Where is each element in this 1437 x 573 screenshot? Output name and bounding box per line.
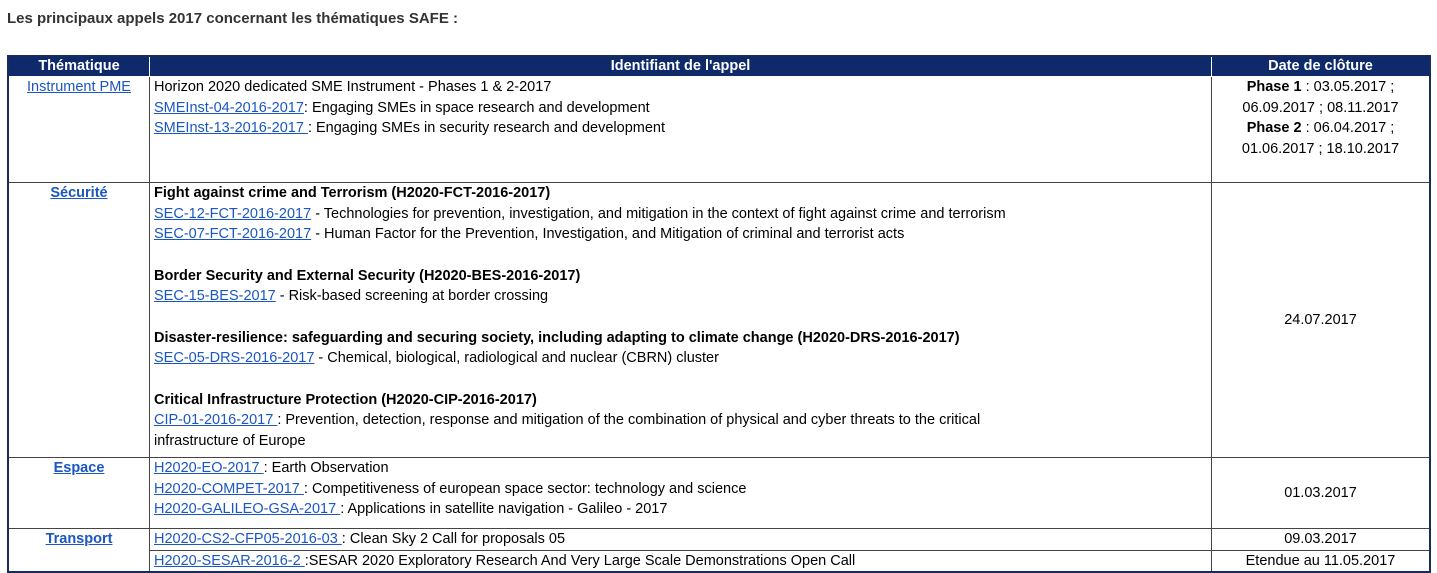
group-title-bes: Border Security and External Security (H2020-BES-2016-2017) [154, 267, 581, 284]
call-desc: : Engaging SMEs in space research and development [303, 99, 650, 116]
call-desc: : Competitiveness of european space sector: technology and science [303, 480, 747, 497]
call-link-smeinst-04[interactable]: SMEInst-04-2016-2017 [154, 99, 304, 116]
theme-cell-pme [8, 77, 150, 183]
call-link-cip-01[interactable]: CIP-01-2016-2017 [154, 412, 278, 428]
table-row-pme [8, 77, 1430, 183]
group-title-fct: Fight against crime and Terrorism (H2020-FCT-2016-2017) [154, 185, 551, 201]
call-desc: : Engaging SMEs in security research and development [307, 120, 666, 136]
group-title-drs: Disaster-resilience: safeguarding and securing society, including adapting to climate change (H2020-DRS-2016-2017) [154, 329, 960, 346]
call-desc: : Clean Sky 2 Call for proposals 05 [341, 531, 566, 547]
call-desc: : Applications in satellite navigation - Galileo - 2017 [340, 501, 668, 517]
spacer [154, 307, 1207, 328]
theme-link-instrument-pme[interactable]: Instrument PME [27, 79, 131, 95]
call-line [154, 286, 1207, 307]
date-cell-securite: 24.07.2017 [1212, 183, 1431, 458]
call-line [154, 204, 1207, 225]
call-link-h2020-sesar[interactable]: H2020-SESAR-2016-2 [154, 552, 305, 569]
call-line [154, 479, 1207, 500]
phase2-dates: : 06.04.2017 ; [1301, 120, 1395, 136]
date-cell-transport-1: 09.03.2017 [1212, 529, 1431, 551]
date-cell-transport-2: Etendue au 11.05.2017 [1212, 550, 1431, 572]
calls-cell-securite [150, 183, 1212, 458]
header-date: Date de clôture [1212, 56, 1431, 77]
header-theme: Thématique [8, 56, 150, 77]
table-row-transport-1 [8, 529, 1430, 551]
phase1-line [1216, 77, 1425, 98]
call-desc: :SESAR 2020 Exploratory Research And Very Large Scale Demonstrations Open Call [304, 552, 856, 569]
call-desc-cont: infrastructure of Europe [154, 432, 306, 449]
call-link-h2020-galileo[interactable]: H2020-GALILEO-GSA-2017 [154, 501, 341, 517]
call-link-h2020-eo[interactable]: H2020-EO-2017 [154, 460, 264, 476]
call-desc: - Chemical, biological, radiological and nuclear (CBRN) cluster [314, 350, 719, 366]
call-link-smeinst-13[interactable]: SMEInst-13-2016-2017 [154, 120, 308, 136]
header-call: Identifiant de l'appel [150, 56, 1212, 77]
theme-cell-securite [8, 183, 150, 458]
page-intro: Les principaux appels 2017 concernant les thématiques SAFE : [7, 10, 458, 27]
call-desc: - Human Factor for the Prevention, Investigation, and Mitigation of criminal and terrorist acts [311, 226, 905, 242]
call-desc: - Technologies for prevention, investigation, and mitigation in the context of fight against crime and terrorism [311, 205, 1006, 222]
calls-table [7, 55, 1431, 573]
theme-cell-transport [8, 529, 150, 573]
table-row-transport-2 [8, 550, 1430, 572]
phase2-label: Phase 2 [1246, 120, 1302, 136]
call-link-sec-15-bes[interactable]: SEC-15-BES-2017 [154, 288, 276, 304]
date-cell-espace: 01.03.2017 [1212, 458, 1431, 529]
call-desc: : Earth Observation [263, 460, 389, 476]
phase1-dates: : 03.05.2017 ; [1301, 79, 1395, 95]
call-desc: - Risk-based screening at border crossing [275, 288, 549, 304]
table-row-espace [8, 458, 1430, 529]
theme-link-transport[interactable]: Transport [45, 531, 113, 547]
spacer [154, 369, 1207, 390]
table-row-securite [8, 183, 1430, 458]
group-title-cip: Critical Infrastructure Protection (H2020-CIP-2016-2017) [154, 391, 537, 408]
phase2-dates-cont: 01.06.2017 ; 18.10.2017 [1241, 140, 1400, 157]
calls-cell-transport-1 [150, 529, 1212, 551]
phase1-label: Phase 1 [1246, 79, 1302, 95]
call-line [154, 348, 1207, 369]
pme-intro-line: Horizon 2020 dedicated SME Instrument - Phases 1 & 2-2017 [154, 79, 552, 95]
call-line [154, 499, 1207, 520]
table-header-row [8, 56, 1430, 77]
call-line [154, 118, 1207, 139]
theme-cell-espace [8, 458, 150, 529]
call-line [154, 224, 1207, 245]
calls-cell-transport-2 [150, 550, 1212, 572]
theme-link-securite[interactable]: Sécurité [50, 185, 108, 201]
spacer [154, 245, 1207, 266]
date-cell-pme [1212, 77, 1431, 183]
call-desc: : Prevention, detection, response and mitigation of the combination of physical and cyber threats to the critical [277, 412, 981, 428]
call-link-h2020-cs2[interactable]: H2020-CS2-CFP05-2016-03 [154, 531, 342, 547]
calls-cell-espace [150, 458, 1212, 529]
call-link-sec-05-drs[interactable]: SEC-05-DRS-2016-2017 [154, 350, 315, 366]
phase1-dates-cont: 06.09.2017 ; 08.11.2017 [1242, 99, 1399, 116]
call-line [154, 98, 1207, 119]
call-link-sec-07-fct[interactable]: SEC-07-FCT-2016-2017 [154, 226, 312, 242]
call-link-sec-12-fct[interactable]: SEC-12-FCT-2016-2017 [154, 205, 312, 222]
phase2-line [1216, 118, 1425, 139]
call-line [154, 410, 1207, 431]
theme-link-espace[interactable]: Espace [53, 460, 105, 476]
call-line [154, 458, 1207, 479]
call-link-h2020-compet[interactable]: H2020-COMPET-2017 [154, 480, 304, 497]
calls-cell-pme [150, 77, 1212, 183]
